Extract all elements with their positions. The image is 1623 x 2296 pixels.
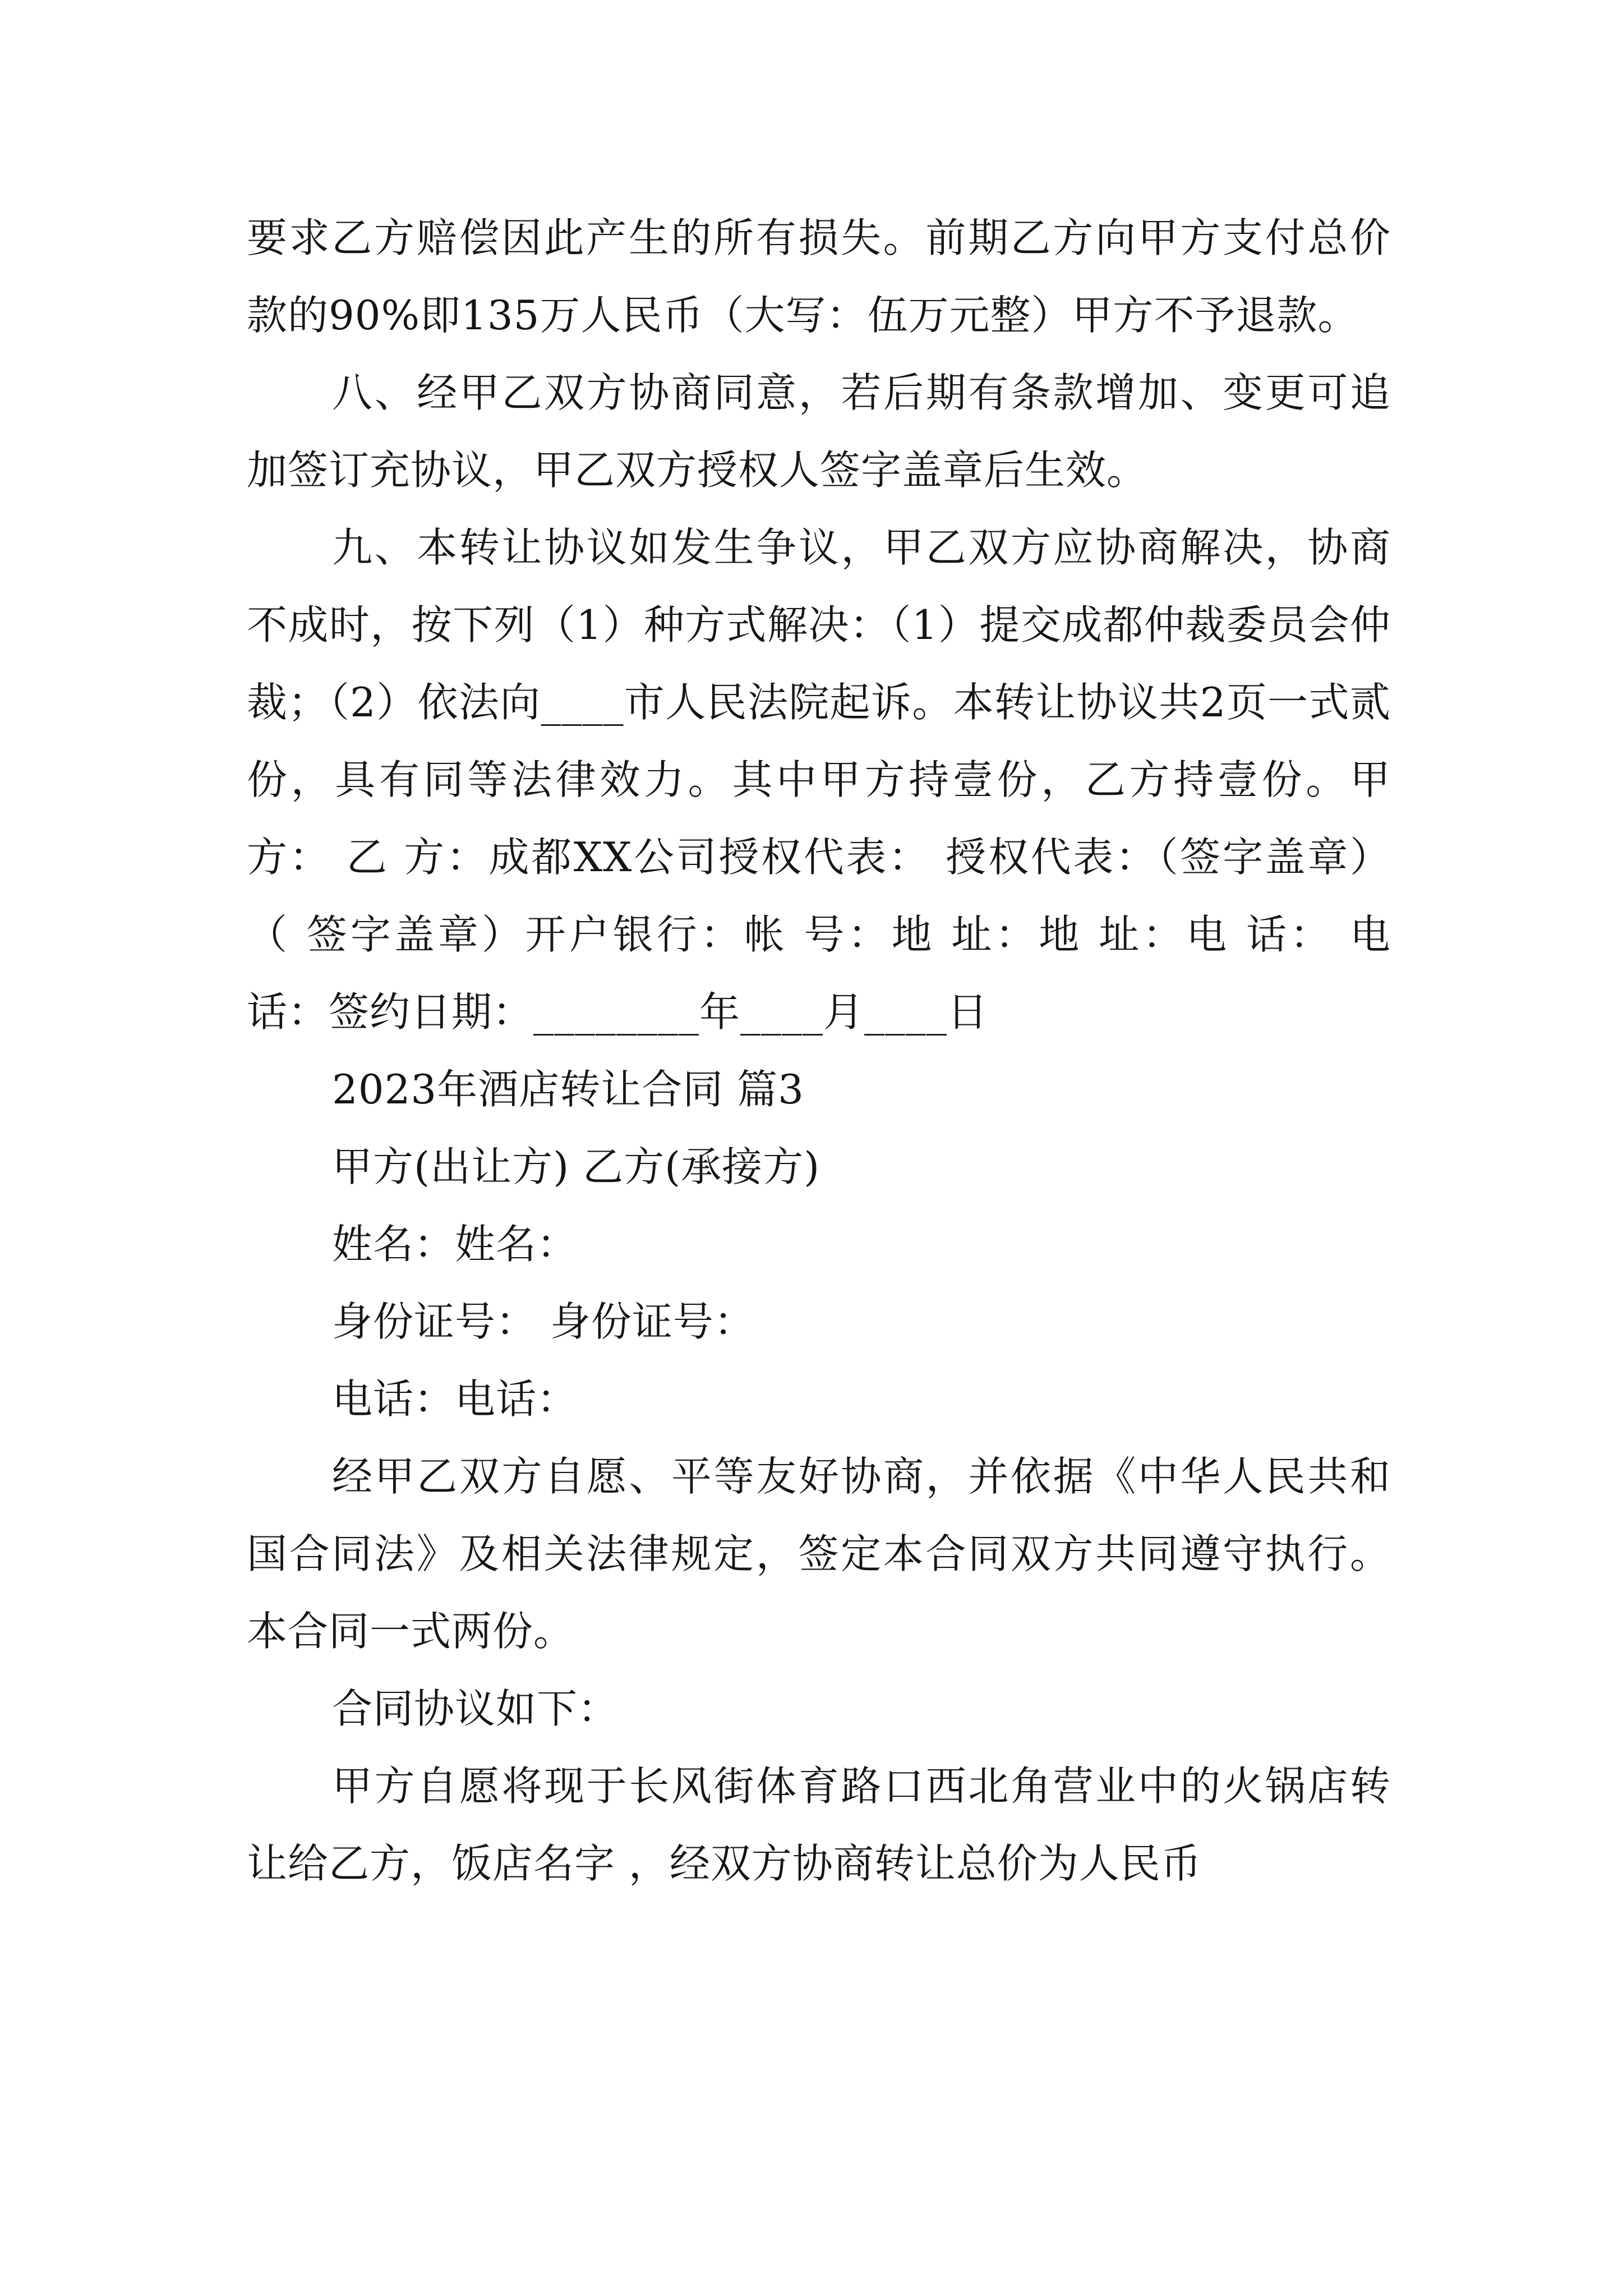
paragraph-name-fields: 姓名：姓名： — [332, 1221, 578, 1268]
paragraph-clause-eight: 八、经甲乙双方协商同意，若后期有条款增加、变更可追加签订充协议，甲乙双方授权人签字盖章后生效。 — [247, 369, 1391, 494]
section-title-part-3: 2023年酒店转让合同 篇3 — [332, 1066, 804, 1113]
paragraph-agreement-basis: 经甲乙双方自愿、平等友好协商，并依据《中华人民共和国合同法》及相关法律规定，签定本合同双方共同遵守执行。本合同一式两份。 — [247, 1453, 1391, 1655]
document-body — [247, 199, 1391, 1902]
paragraph-parties: 甲方(出让方) 乙方(承接方) — [332, 1143, 820, 1190]
paragraph-clause-nine: 九、本转让协议如发生争议，甲乙双方应协商解决，协商不成时，按下列（1）种方式解决：（1）提交成都仲裁委员会仲裁；（2）依法向____市人民法院起诉。本转让协议共2页一式贰份，具有同等法律效力。其中甲方持壹份，乙方持壹份。甲 方： 乙 方：成都XX公司授权代表： 授权代表：（签字盖章） （ 签字盖章）开户银行：帐 号：地 址：地 址：电 话： 电 话：签约日期：________年____月____日 — [247, 524, 1391, 1036]
paragraph-phone-fields: 电话：电话： — [332, 1375, 578, 1423]
paragraph-id-fields: 身份证号： 身份证号： — [332, 1298, 755, 1345]
paragraph-loss-compensation: 要求乙方赔偿因此产生的所有损失。前期乙方向甲方支付总价款的90%即135万人民币（大写：伍万元整）甲方不予退款。 — [247, 214, 1391, 339]
paragraph-agreement-intro: 合同协议如下： — [332, 1685, 619, 1732]
paragraph-transfer-terms: 甲方自愿将现于长风街体育路口西北角营业中的火锅店转让给乙方，饭店名字 ，经双方协商转让总价为人民币 — [247, 1763, 1391, 1887]
